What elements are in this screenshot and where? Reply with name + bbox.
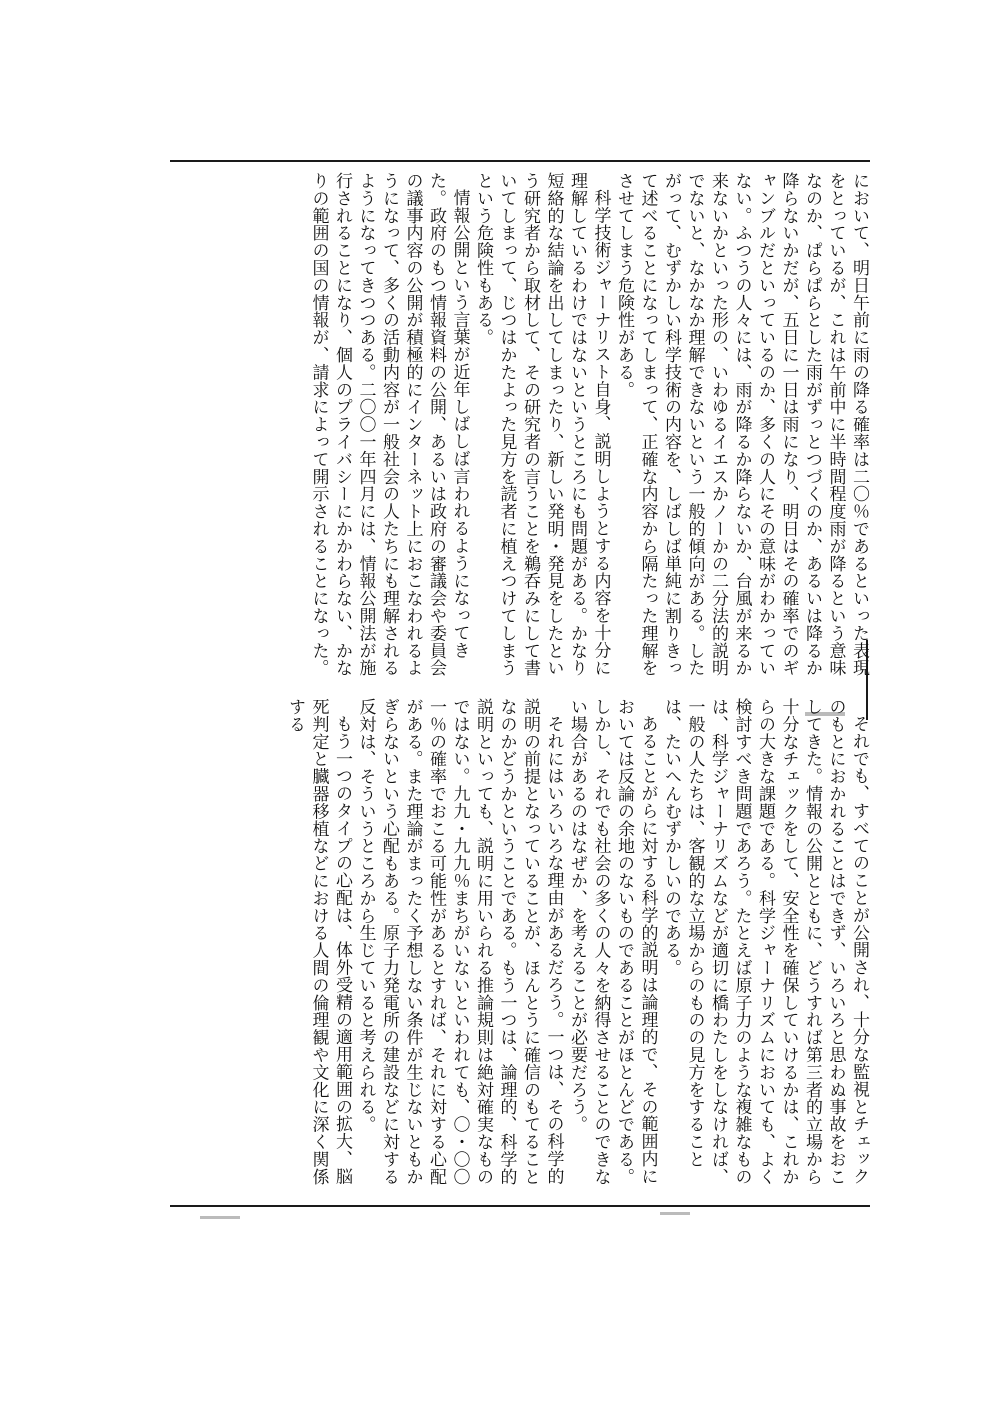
lower-text-block [170,698,870,1196]
paragraph: それでも、すべてのことが公開され、十分な監視とチェックのもとにおかれることはできず、いろいろと思わぬ事故をおこしてきた。情報の公開とともに、どうすれば第三者的立場から十分なチェックをして、安全性を確保していけるかは、これからの大きな課題である。科学ジャーナリズムにおいても、よく検討すべき問題であろう。たとえば原子力のような複雑なものは、科学ジャーナリズムなどが適切に橋わたしをしなければ、一般の人たちは、客観的な立場からのものの見方をすることは、たいへんむずかしいのである。 [661,698,869,1186]
paragraph: 科学技術ジャーナリスト自身、説明しようとする内容を十分に理解しているわけではないというところにも問題がある。かなり短絡的な結論を出してしまったり、新しい発明・発見をしたという研究者から取材して、その研究者の言うことを鵜呑みにして書いてしまって、じつはかたよった見方を読者に植えつけてしまうという危険性もある。 [473,172,611,677]
paragraph: において、明日午前に雨の降る確率は二〇％であるといった表現をとっているが、これは午前中に半時間程度雨が降るという意味なのか、ぱらぱらとした雨がずっとつづくのか、あるいは降るか降らないかだが、五日に一日は雨になり、明日はその確率でのギャンブルだといっているのか、多くの人にその意味がわかっていない。ふつうの人々には、雨が降るか降らないか、台風が来るか来ないかといった形の、いわゆるイエスかノーかの二分法的説明でないと、なかなか理解できないという一般的傾向がある。したがって、むずかしい科学技術の内容を、しばしば単純に割りきって述べることになってしまって、正確な内容から隔たった理解をさせてしまう危険性がある。 [614,172,869,677]
top-rule [170,160,870,162]
paragraph: もう一つのタイプの心配は、体外受精の適用範囲の拡大、脳死判定と臓器移植などにおける人間の倫理観や文化に深く関係する [285,698,352,1186]
bottom-rule [170,1205,870,1207]
paragraph: 情報公開という言葉が近年しばしば言われるようになってきた。政府のもつ情報資料の公開、あるいは政府の審議会や委員会の議事内容の公開が積極的にインターネット上におこなわれるようになって、多くの活動内容が一般社会の人たちにも理解されるようになってきつつある。二〇〇一年四月には、情報公開法が施行されることになり、個人のプライバシーにかかわらない、かなりの範囲の国の情報が、請求によって開示されることになった。 [308,172,470,677]
paragraph: あることがらに対する科学的説明は論理的で、その範囲内においては反論の余地のないものであることがほとんどである。しかし、それでも社会の多くの人々を納得させることのできない場合があるのはなぜか、を考えることが必要だろう。 [567,698,658,1186]
paragraph: それにはいろいろな理由があるだろう。一つは、その科学的説明の前提となっていることが、ほんとうに確信のもてることなのかどうかということである。もう一つは、論理的、科学的説明といっても、説明に用いられる推論規則は絶対確実なものではない。九九・九九％まちがいないといわれても、〇・〇〇一％の確率でおこる可能性があるとすれば、それに対する心配がある。また理論がまったく予想しない条件が生じないともかぎらないという心配もある。原子力発電所の建設などに対する反対は、そういうところから生じていると考えられる。 [355,698,564,1186]
scan-smudge [200,1216,240,1219]
upper-text-block [170,172,870,687]
scan-smudge [660,1212,690,1215]
